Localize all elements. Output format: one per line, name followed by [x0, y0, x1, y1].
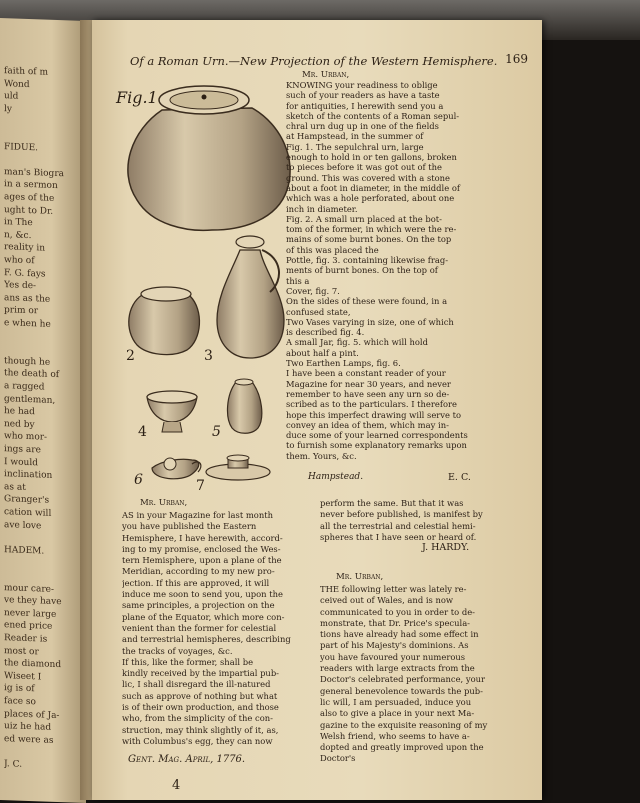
left-page-line: ed were as [4, 733, 54, 746]
left-page-line: ages of the [4, 192, 55, 204]
text-line: you have favoured your numerous [320, 651, 466, 662]
fig5-label: 5 [212, 424, 221, 440]
left-page-line: faith of m [4, 66, 48, 78]
fig7-cover [206, 455, 270, 480]
text-line: Two Vases varying in size, one of which [286, 316, 454, 327]
left-page-line: Granger's [4, 494, 50, 507]
text-line: venient than the former for celestial [122, 622, 277, 633]
left-page-line: he had [4, 406, 35, 418]
text-line: such of your readers as have a taste [286, 90, 440, 101]
left-page-line: gentleman, [4, 393, 56, 406]
running-head: Of a Roman Urn.—New Projection of the Western Hemisphere. [130, 54, 498, 68]
letter2-body-right [320, 498, 496, 543]
left-page [0, 18, 86, 803]
text-line: On the sides of these were found, in a [286, 296, 448, 307]
text-line: with Columbus's egg, they can now [122, 735, 273, 746]
text-line: Fig. 1. The sepulchral urn, large [286, 141, 424, 152]
text-line: enough to hold in or ten gallons, broken [286, 152, 457, 163]
left-page-line: most or [4, 645, 39, 657]
left-page-line: reality in [4, 242, 45, 254]
text-line: A small Jar, fig. 5. which will hold [286, 337, 428, 348]
left-page-line: in a sermon [4, 179, 58, 192]
text-line: duce some of your learned correspondents [286, 430, 468, 441]
text-line: inch in diameter. [286, 203, 358, 214]
text-line: Magazine for near 30 years, and never [286, 378, 451, 389]
left-page-line: a ragged [4, 381, 45, 393]
text-line: remember to have seen any urn so de- [286, 388, 450, 399]
text-line: KNOWING your readiness to oblige [286, 80, 438, 90]
text-line: is described fig. 4. [286, 327, 365, 338]
left-page-line: in The [4, 217, 33, 229]
text-line: gazine to the exquisite reasoning of my [320, 719, 488, 730]
text-line: never before published, is manifest by [320, 509, 483, 520]
text-line: THE following letter was lately re- [320, 584, 467, 594]
text-line: struction, may think slightly of it, as, [122, 724, 279, 735]
text-line: also to give a place in your next Ma- [320, 708, 475, 719]
left-page-line: ened price [4, 620, 53, 633]
left-page-line: Reader is [4, 633, 48, 645]
text-line: you have published the Eastern [122, 521, 257, 532]
left-page-line: ly [4, 103, 12, 115]
text-line: the tracks of voyages, &c. [122, 645, 233, 656]
fig6-label: 6 [134, 472, 143, 488]
text-line: all the terrestrial and celestial hemi- [320, 520, 476, 531]
letter1-place: Hampstead. [308, 472, 364, 482]
text-line: mains of some burnt bones. On the top [286, 234, 452, 245]
text-line: at Hampstead, in the summer of [286, 131, 424, 142]
left-page-line: though he [4, 355, 51, 368]
text-line: ground. This was covered with a stone [286, 172, 451, 183]
left-page-line [4, 343, 76, 346]
left-page-line: places of Ja- [4, 708, 60, 721]
left-page-line: the diamond [4, 658, 62, 671]
letter2-body-left [122, 510, 310, 747]
text-line: spheres that I have seen or heard of. [320, 531, 477, 542]
fig3-label: 3 [204, 348, 213, 364]
text-line: of this was placed the [286, 244, 379, 255]
letter2-signature: J. HARDY. [422, 542, 470, 553]
text-line: Doctor's [320, 753, 356, 764]
text-line: Hemisphere, I have herewith, accord- [122, 532, 283, 543]
letter2-salutation: Mr. Urban, [140, 498, 188, 508]
right-page [92, 20, 542, 800]
left-page-line: uiz he had [4, 721, 52, 733]
left-page-line: Yes de- [4, 280, 37, 292]
left-page-line [4, 570, 76, 573]
text-line: chral urn dug up in one of the fields [286, 121, 439, 132]
left-page-line: ught to Dr. [4, 204, 54, 217]
left-page-line: never large [4, 607, 57, 620]
left-page-line [4, 129, 76, 132]
text-line: scribed as to the particulars. I therefore [286, 399, 457, 410]
letter3-salutation: Mr. Urban, [336, 572, 384, 582]
fig6-earthen-lamp [152, 458, 201, 479]
fig3-pottle [217, 236, 284, 358]
text-line: Doctor's celebrated performance, your [320, 674, 486, 685]
left-page-line: ve they have [4, 595, 62, 608]
text-line: induce me soon to send you, upon the [122, 589, 283, 600]
text-line: such as approve of nothing but what [122, 690, 278, 701]
text-line: dopted and greatly improved upon the [320, 742, 484, 753]
left-page-line: FIDUE. [4, 141, 39, 153]
text-line: them. Yours, &c. [286, 450, 357, 461]
text-line: about a foot in diameter, in the middle of [286, 182, 460, 193]
left-page-line: n, &c. [4, 229, 32, 241]
text-line: to pieces before it was got out of the [286, 162, 442, 173]
left-page-line: who mor- [4, 431, 48, 444]
text-line: lic, I shall disregard the ill-natured [122, 679, 271, 690]
text-line: If this, like the former, shall be [122, 656, 254, 667]
text-line: communicated to you in order to de- [320, 606, 475, 617]
left-page-line: the death of [4, 368, 60, 381]
left-page-line: I would [4, 456, 38, 468]
left-page-line: cation will [4, 507, 52, 519]
fig1-label: Fig.1 [116, 88, 158, 107]
text-line: kindly received by the impartial pub- [122, 668, 280, 679]
fig2-small-urn [129, 287, 200, 355]
text-line: part of his Majesty's dominions. As [320, 640, 469, 651]
left-page-line: J. C. [4, 759, 23, 770]
left-page-line: inclination [4, 469, 53, 482]
text-line: tern Hemisphere, upon a plane of the [122, 555, 282, 566]
text-line: perform the same. But that it was [320, 498, 464, 508]
text-line: Two Earthen Lamps, fig. 6. [286, 358, 401, 369]
fig7-label: 7 [196, 478, 205, 494]
text-line: Welsh friend, who seems to have a- [320, 730, 470, 741]
text-line: Cover, fig. 7. [286, 285, 340, 296]
text-line: who, from the simplicity of the con- [122, 713, 273, 724]
text-line: monstrate, that Dr. Price's specula- [320, 617, 471, 628]
text-line: ceived out of Wales, and is now [320, 595, 454, 606]
left-page-line: uld [4, 91, 19, 102]
text-line: is of their own production, and those [122, 702, 279, 713]
left-page-line: Wond [4, 78, 30, 90]
left-page-line: mour care- [4, 582, 54, 595]
left-page-line: ned by [4, 418, 35, 431]
letter1-signature: E. C. [448, 472, 471, 483]
text-line: lic will, I am persuaded, induce you [320, 696, 472, 707]
text-line: which was a hole perforated, about one [286, 193, 455, 204]
left-page-line: as at [4, 481, 26, 493]
text-line: and terrestrial hemispheres, describing [122, 634, 291, 645]
text-line: I have been a constant reader of your [286, 368, 446, 379]
left-page-line: who of [4, 255, 35, 267]
left-page-line: man's Biogra [4, 166, 64, 180]
text-line: confused state, [286, 306, 351, 317]
text-line: general benevolence towards the pub- [320, 685, 484, 696]
text-line: jection. If this are approved, it will [122, 577, 270, 588]
letter1-salutation: Mr. Urban, [302, 70, 350, 80]
left-page-line: Wiseet I [4, 670, 42, 683]
text-line: AS in your Magazine for last month [122, 510, 273, 520]
letter3-body [320, 584, 496, 765]
left-page-line: ans as the [4, 292, 51, 305]
left-page-line: ig is of [4, 683, 35, 695]
left-page-line: e when he [4, 318, 51, 330]
text-line: Fig. 2. A small urn placed at the bot- [286, 213, 442, 224]
left-page-line: ave love [4, 519, 42, 532]
text-line: Pottle, fig. 3. containing likewise frag- [286, 255, 449, 266]
text-line: about half a pint. [286, 347, 359, 358]
left-page-line: face so [4, 696, 36, 708]
text-line: convey an idea of them, which may in- [286, 419, 449, 430]
fig4-vase [147, 391, 197, 432]
text-line: hope this imperfect drawing will serve to [286, 409, 462, 420]
fig4-label: 4 [138, 424, 147, 440]
left-page-line: ings are [4, 444, 41, 456]
text-line: this a [286, 275, 310, 286]
left-page-line: HADEM. [4, 544, 45, 557]
page-number: 169 [505, 52, 528, 66]
text-line: Meridian, according to my new pro- [122, 566, 275, 577]
left-page-line: prim or [4, 305, 39, 317]
text-line: sketch of the contents of a Roman sepul- [286, 110, 460, 121]
text-line: ing to my promise, enclosed the Wes- [122, 543, 281, 554]
text-line: tions have already had some effect in [320, 629, 479, 640]
signature-mark: 4 [172, 778, 181, 793]
text-line: readers with large extracts from the [320, 663, 475, 674]
text-line: to furnish some explanatory remarks upon [286, 440, 467, 451]
text-line: tom of the former, in which were the re- [286, 224, 457, 235]
text-line: for antiquities, I herewith send you a [286, 100, 444, 111]
fig5-small-jar [227, 379, 261, 433]
letter1-body [286, 80, 484, 461]
text-line: ments of burnt bones. On the top of [286, 265, 438, 276]
text-line: plane of the Equator, which more con- [122, 611, 285, 622]
footer-imprint: Gent. Mag. April, 1776. [128, 754, 246, 765]
fig2-label: 2 [126, 348, 135, 364]
text-line: same principles, a projection on the [122, 600, 275, 611]
left-page-line: F. G. fays [4, 267, 46, 280]
fig1-sepulchral-urn [128, 86, 290, 230]
